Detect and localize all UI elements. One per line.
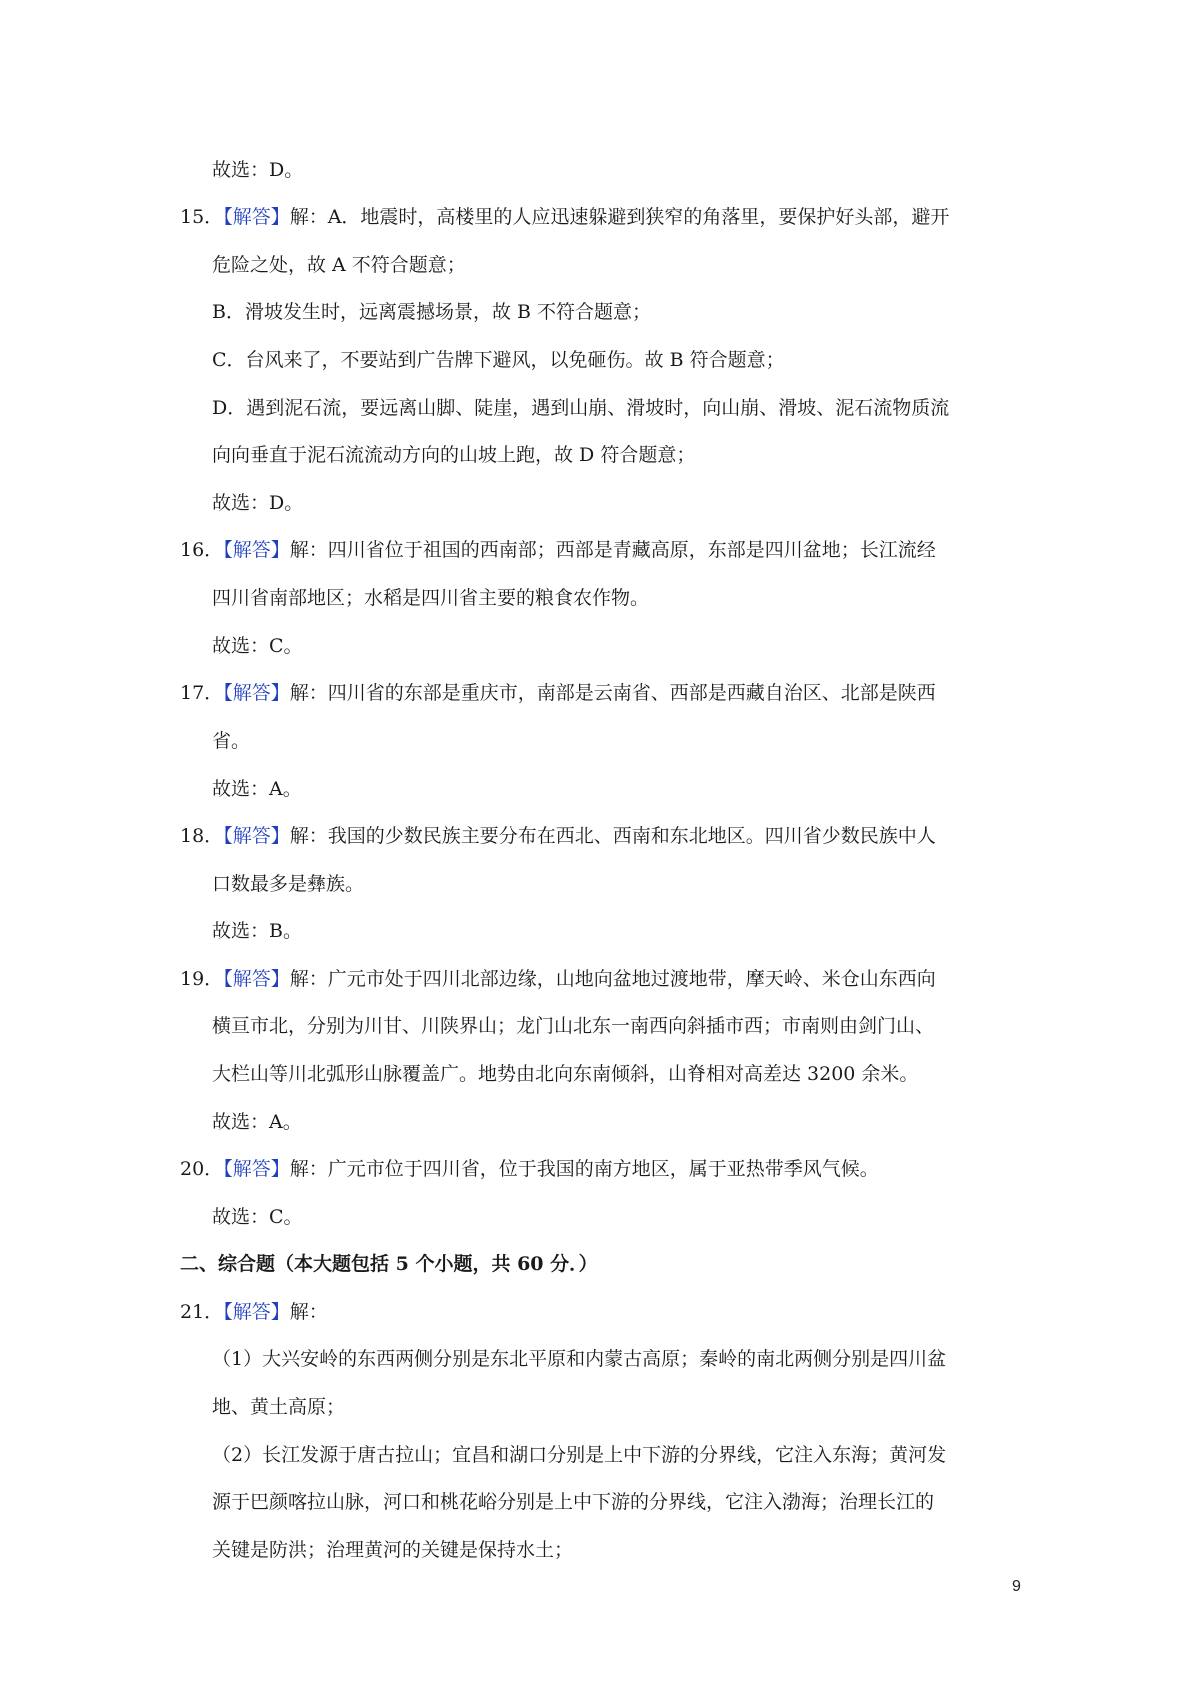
- answer-tag: 【解答】: [223, 825, 290, 847]
- text-line: 解：: [289, 1301, 328, 1323]
- answer-line: 故选：C。: [212, 1206, 303, 1228]
- question-number: 15．: [180, 206, 224, 228]
- answer-tag: 【解答】: [223, 539, 290, 561]
- question-20-first-line: [180, 1156, 879, 1182]
- answer-tag: 【解答】: [223, 1158, 290, 1180]
- text-line: B．滑坡发生时，远离震撼场景，故 B 不符合题意；: [212, 301, 652, 323]
- answer-tag: 【解答】: [223, 682, 290, 704]
- text-line: 口数最多是彝族。: [212, 873, 365, 895]
- question-number: 18．: [180, 825, 224, 847]
- text-line: （1）大兴安岭的东西两侧分别是东北平原和内蒙古高原；秦岭的南北两侧分别是四川盆: [212, 1348, 947, 1370]
- answer-line: 故选：A。: [212, 1111, 302, 1133]
- question-21-first-line: [180, 1299, 328, 1325]
- question-19-first-line: [180, 966, 936, 992]
- answer-line: 故选：A。: [212, 778, 302, 800]
- text-line: 解：A．地震时，高楼里的人应迅速躲避到狭窄的角落里，要保护好头部，避开: [289, 206, 950, 228]
- text-line: 危险之处，故 A 不符合题意；: [212, 254, 466, 276]
- text-line: 解：我国的少数民族主要分布在西北、西南和东北地区。四川省少数民族中人: [289, 825, 936, 847]
- answer-tag: 【解答】: [223, 968, 290, 990]
- text-line: 解：四川省的东部是重庆市，南部是云南省、西部是西藏自治区、北部是陕西: [289, 682, 936, 704]
- text-line: C．台风来了，不要站到广告牌下避风，以免砸伤。故 B 符合题意；: [212, 349, 785, 371]
- text-line: 关键是防洪；治理黄河的关键是保持水土；: [212, 1539, 574, 1561]
- text-line: （2）长江发源于唐古拉山；宜昌和湖口分别是上中下游的分界线，它注入东海；黄河发: [212, 1444, 947, 1466]
- answer-line: 故选：D。: [212, 159, 304, 181]
- text-line: 源于巴颜喀拉山脉，河口和桃花峪分别是上中下游的分界线，它注入渤海；治理长江的: [212, 1491, 935, 1513]
- answer-line: 故选：B。: [212, 920, 302, 942]
- question-17-first-line: [180, 680, 936, 706]
- text-line: 省。: [212, 730, 251, 752]
- answer-tag: 【解答】: [223, 206, 290, 228]
- text-line: 解：广元市位于四川省，位于我国的南方地区，属于亚热带季风气候。: [289, 1158, 879, 1180]
- text-line: 四川省南部地区；水稻是四川省主要的粮食农作物。: [212, 587, 650, 609]
- text-line: D．遇到泥石流，要远离山脚、陡崖，遇到山崩、滑坡时，向山崩、滑坡、泥石流物质流: [212, 397, 950, 419]
- answer-line: 故选：C。: [212, 635, 303, 657]
- text-line: 向向垂直于泥石流流动方向的山坡上跑，故 D 符合题意；: [212, 444, 696, 466]
- question-number: 19．: [180, 968, 224, 990]
- answer-tag: 【解答】: [223, 1301, 290, 1323]
- text-line: 解：四川省位于祖国的西南部；西部是青藏高原，东部是四川盆地；长江流经: [289, 539, 936, 561]
- question-number: 21．: [180, 1301, 224, 1323]
- question-15-first-line: [180, 204, 949, 230]
- text-line: 解：广元市处于四川北部边缘，山地向盆地过渡地带，摩天岭、米仓山东西向: [289, 968, 936, 990]
- question-number: 17．: [180, 682, 224, 704]
- section-heading: 二、综合题（本大题包括 5 个小题，共 60 分．）: [180, 1253, 598, 1275]
- question-16-first-line: [180, 537, 936, 563]
- question-18-first-line: [180, 823, 936, 849]
- page-number: 9: [1012, 1578, 1021, 1595]
- text-line: 横亘市北，分别为川甘、川陕界山；龙门山北东一南西向斜插市西；市南则由剑门山、: [212, 1015, 935, 1037]
- text-line: 地、黄土高原；: [212, 1396, 346, 1418]
- question-number: 16．: [180, 539, 224, 561]
- text-line: 大栏山等川北弧形山脉覆盖广。地势由北向东南倾斜，山脊相对高差达 3200 余米。: [212, 1063, 919, 1085]
- question-number: 20．: [180, 1158, 224, 1180]
- answer-line: 故选：D。: [212, 492, 304, 514]
